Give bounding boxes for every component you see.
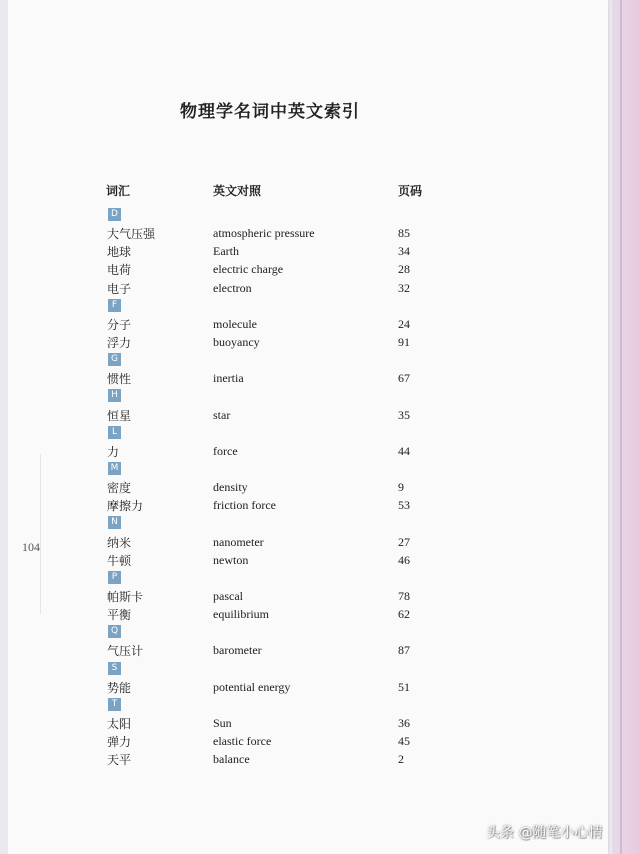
section-letter: G [108, 353, 121, 366]
page-fold [0, 426, 41, 615]
index-entry-row [8, 714, 608, 732]
watermark: 头条 @随笔小心情 [486, 825, 603, 841]
section-letter: H [108, 389, 121, 402]
term-chinese: 恒星 [107, 408, 132, 423]
term-page: 44 [398, 443, 410, 458]
term-page: 24 [398, 316, 410, 331]
term-page: 27 [398, 534, 410, 549]
index-entry-row [8, 369, 608, 387]
term-chinese: 浮力 [107, 335, 132, 350]
section-letter: S [108, 662, 121, 675]
index-entry-row [8, 442, 608, 460]
term-english: buoyancy [213, 334, 260, 349]
letter-section-row [8, 387, 608, 405]
term-chinese: 密度 [107, 481, 132, 496]
term-page: 2 [398, 752, 404, 767]
term-english: Earth [213, 244, 239, 259]
term-english: atmospheric pressure [213, 226, 315, 241]
term-page: 35 [398, 407, 410, 422]
term-english: Sun [213, 715, 232, 730]
index-entry-row [8, 333, 608, 351]
term-page: 9 [398, 480, 404, 495]
term-english: newton [213, 552, 249, 567]
index-entry-row [8, 315, 608, 333]
term-page: 67 [398, 371, 410, 386]
term-english: molecule [213, 316, 257, 331]
index-entry-row [8, 551, 608, 569]
term-chinese: 纳米 [107, 535, 132, 550]
section-letter: T [108, 698, 121, 711]
letter-section-row [8, 696, 608, 714]
term-english: potential energy [213, 679, 291, 694]
term-chinese: 天平 [107, 753, 132, 768]
term-page: 32 [398, 280, 410, 295]
section-letter: F [108, 299, 121, 312]
term-chinese: 气压计 [107, 644, 144, 659]
term-chinese: 惯性 [107, 372, 132, 387]
term-chinese: 力 [107, 444, 120, 459]
page-edge-line [620, 0, 622, 854]
term-english: electron [213, 280, 252, 295]
term-chinese: 牛顿 [107, 553, 132, 568]
section-letter: N [108, 516, 121, 529]
letter-section-row [8, 660, 608, 678]
index-entry-row [8, 242, 608, 260]
term-page: 53 [398, 498, 410, 513]
term-page: 87 [398, 643, 410, 658]
term-english: friction force [213, 498, 276, 513]
letter-section-row [8, 424, 608, 442]
term-page: 62 [398, 607, 410, 622]
term-english: equilibrium [213, 607, 269, 622]
term-english: pascal [213, 588, 243, 603]
term-page: 45 [398, 734, 410, 749]
letter-section-row [8, 206, 608, 224]
term-english: inertia [213, 371, 244, 386]
term-english: star [213, 407, 231, 422]
header-english: 英文对照 [213, 184, 262, 198]
letter-section-row [8, 514, 608, 532]
term-chinese: 地球 [107, 245, 132, 260]
index-entry-row [8, 279, 608, 297]
header-term: 词汇 [106, 184, 131, 198]
term-page: 51 [398, 679, 410, 694]
term-page: 78 [398, 588, 410, 603]
page-number: 104 [22, 540, 40, 554]
index-entry-row [8, 260, 608, 278]
letter-section-row [8, 297, 608, 315]
index-list [8, 206, 608, 768]
term-english: density [213, 480, 248, 495]
term-page: 46 [398, 552, 410, 567]
letter-section-row [8, 351, 608, 369]
term-chinese: 大气压强 [107, 227, 156, 242]
term-page: 34 [398, 244, 410, 259]
index-entry-row [8, 496, 608, 514]
term-english: nanometer [213, 534, 264, 549]
page-edge [612, 0, 640, 854]
index-entry-row [8, 750, 608, 768]
term-chinese: 帕斯卡 [107, 589, 144, 604]
index-entry-row [8, 406, 608, 424]
term-chinese: 电荷 [107, 263, 132, 278]
letter-section-row [8, 623, 608, 641]
index-entry-row [8, 587, 608, 605]
term-chinese: 电子 [107, 281, 132, 296]
section-letter: D [108, 208, 121, 221]
term-page: 36 [398, 715, 410, 730]
term-page: 91 [398, 334, 410, 349]
book-page [8, 0, 608, 854]
index-entry-row [8, 533, 608, 551]
term-english: force [213, 443, 238, 458]
term-page: 28 [398, 262, 410, 277]
term-english: barometer [213, 643, 262, 658]
term-chinese: 势能 [107, 680, 132, 695]
section-letter: Q [108, 625, 121, 638]
index-entry-row [8, 732, 608, 750]
term-english: electric charge [213, 262, 284, 277]
section-letter: P [108, 571, 121, 584]
index-entry-row [8, 678, 608, 696]
section-letter: L [108, 426, 121, 439]
index-entry-row [8, 224, 608, 242]
page-title: 物理学名词中英文索引 [180, 102, 360, 122]
term-page: 85 [398, 226, 410, 241]
index-entry-row [8, 641, 608, 659]
term-english: balance [213, 752, 250, 767]
term-chinese: 太阳 [107, 716, 132, 731]
term-chinese: 平衡 [107, 608, 132, 623]
letter-section-row [8, 569, 608, 587]
index-entry-row [8, 478, 608, 496]
letter-section-row [8, 460, 608, 478]
header-page: 页码 [398, 184, 423, 198]
index-entry-row [8, 605, 608, 623]
section-letter: M [108, 462, 121, 475]
term-english: elastic force [213, 734, 272, 749]
term-chinese: 弹力 [107, 735, 132, 750]
term-chinese: 分子 [107, 317, 132, 332]
term-chinese: 摩擦力 [107, 499, 144, 514]
